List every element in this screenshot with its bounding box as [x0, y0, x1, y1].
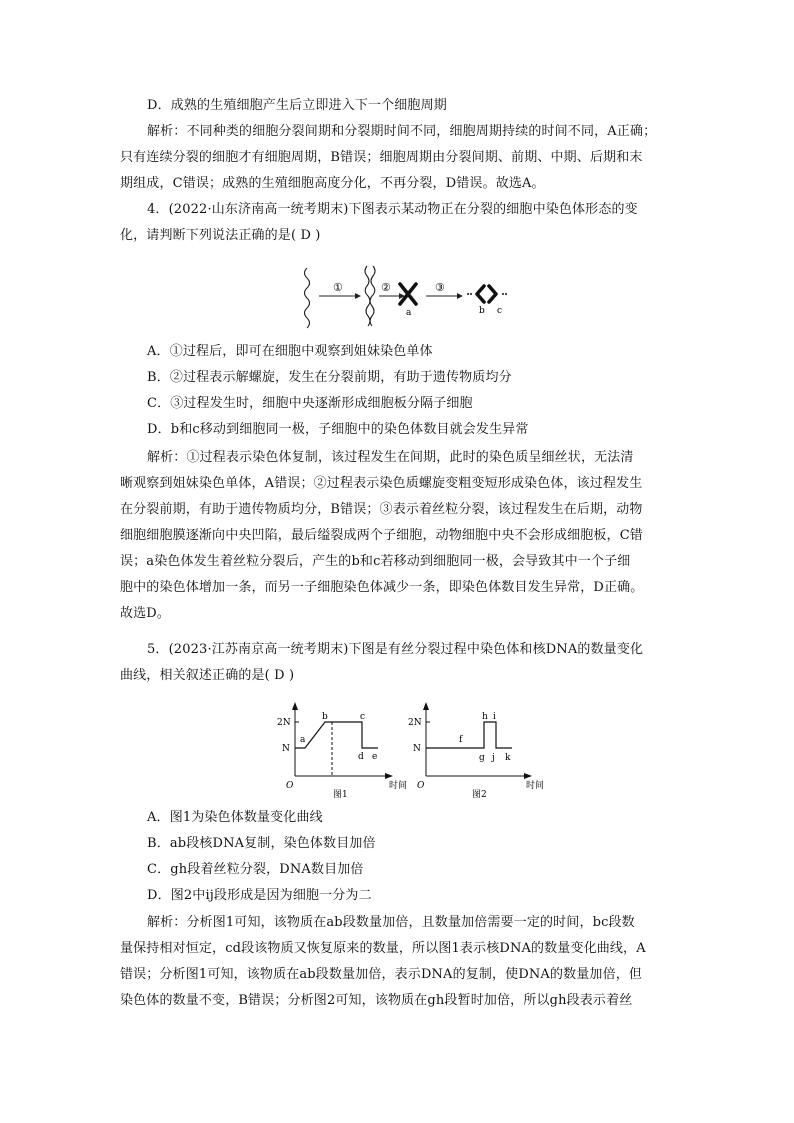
q5-option-a: A．图1为染色体数量变化曲线 [147, 810, 323, 825]
q5-analysis-line: 染色体的数量不变，B错误；分析图2可知，该物质在gh段暂时加倍，所以gh段表示着丝 [120, 993, 633, 1008]
q4-analysis-line: 晰观察到姐妹染色单体，A错误；②过程表示染色质螺旋变粗变短形成染色体，该过程发生 [120, 476, 643, 491]
fig2-point-k: k [505, 753, 511, 763]
q4-option-b: B．②过程表示解螺旋，发生在分裂前期，有助于遗传物质均分 [147, 370, 512, 385]
fig2-curve [426, 722, 512, 748]
fig2-point-f: f [459, 735, 463, 745]
q4-stem-line: 4．(2022·山东济南高一统考期末)下图表示某动物正在分裂的细胞中染色体形态的变 [147, 202, 638, 217]
chromatin-thread [305, 268, 310, 328]
fig2-x-label: 时间 [526, 781, 545, 791]
q4-stem-line: 化，请判断下列说法正确的是( D ) [120, 228, 321, 243]
q5-stem-line: 曲线，相关叙述正确的是( D ) [120, 668, 295, 683]
q4-analysis-line: 细胞细胞膜逐渐向中央凹陷，最后缢裂成两个子细胞，动物细胞中央不会形成细胞板，C错 [120, 528, 643, 543]
q4-option-c: C．③过程发生时，细胞中央逐渐形成细胞板分隔子细胞 [147, 396, 473, 411]
q5-analysis-line: 错误；分析图1可知，该物质在ab段数量加倍，表示DNA的复制，使DNA的数量加倍，但 [120, 967, 643, 982]
fig2-caption: 图2 [472, 790, 487, 800]
q4-analysis-line: 胞中的染色体增加一条，而另一子细胞染色体减少一条，即染色体数目发生异常，D正确。 [120, 580, 644, 595]
fig1-ytick-n: N [282, 744, 290, 754]
q5-stem-line: 5．(2023·江苏南京高一统考期末)下图是有丝分裂过程中染色体和核DNA的数量变化 [147, 642, 644, 657]
fig1-point-c: c [360, 712, 366, 722]
chromatid-c-label: c [497, 306, 503, 316]
fig2-point-h: h [482, 712, 488, 722]
step-2-label: ② [381, 281, 391, 294]
chromatid-c [489, 286, 496, 302]
fig1-curve [295, 722, 378, 748]
q3-option-d: D．成熟的生殖细胞产生后立即进入下一个细胞周期 [147, 98, 447, 113]
fig2-ytick-2n: 2N [408, 718, 422, 728]
chromatid-b [477, 286, 484, 302]
fig2-point-i: i [493, 712, 496, 722]
chromatid-b-label: b [479, 306, 485, 316]
q3-analysis-line: 期组成，C错误；成熟的生殖细胞高度分化，不再分裂，D错误。故选A。 [120, 176, 545, 191]
q5-option-d: D．图2中ij段形成是因为细胞一分为二 [147, 888, 372, 903]
fig1-point-b: b [322, 712, 328, 722]
fig1-point-e: e [372, 752, 378, 762]
duplicated-chromatin [365, 266, 370, 326]
fig2-point-g: g [479, 753, 485, 763]
q4-analysis-line: 故选D。 [120, 606, 171, 621]
step-3-label: ③ [435, 281, 445, 294]
q4-analysis-line: 解析：①过程表示染色体复制，该过程发生在间期，此时的染色质呈细丝状，无法清 [147, 450, 634, 465]
figure-2-chart [402, 700, 552, 800]
chromosome-a-label: a [406, 308, 412, 318]
fig1-point-d: d [358, 752, 364, 762]
q3-analysis-line: 只有连续分裂的细胞才有细胞周期，B错误；细胞周期由分裂间期、前期、中期、后期和末 [120, 150, 643, 165]
q4-analysis-line: 在分裂前期，有助于遗传物质均分，B错误；③表示着丝粒分裂，该过程发生在后期，动物 [120, 502, 643, 517]
q5-option-c: C．gh段着丝粒分裂，DNA数目加倍 [147, 862, 364, 877]
figure-1-chart [275, 700, 415, 800]
fig2-point-j: j [492, 753, 495, 763]
q5-option-b: B．ab段核DNA复制，染色体数目加倍 [147, 836, 376, 851]
q4-analysis-line: 误；a染色体发生着丝粒分裂后，产生的b和c若移动到细胞同一极，会导致其中一个子细 [120, 554, 631, 569]
fig2-origin: O [417, 781, 425, 791]
q5-analysis-line: 解析：分析图1可知，该物质在ab段数量加倍，且数量加倍需要一定的时间，bc段数 [147, 915, 635, 930]
fig1-point-a: a [300, 735, 306, 745]
fig1-x-label: 时间 [389, 781, 408, 791]
chromosome-figure [285, 262, 525, 334]
q5-analysis-line: 量保持相对恒定，cd段该物质又恢复原来的数量，所以图1表示核DNA的数量变化曲线，A [120, 941, 646, 956]
fig2-ytick-n: N [413, 744, 421, 754]
q4-option-d: D．b和c移动到细胞同一极，子细胞中的染色体数目就会发生异常 [147, 422, 529, 437]
q3-analysis-line: 解析：不同种类的细胞分裂间期和分裂期时间不同，细胞周期持续的时间不同，A正确； [147, 124, 657, 139]
fig1-caption: 图1 [333, 790, 348, 800]
chromosome-a [400, 284, 416, 304]
fig1-origin: O [286, 781, 294, 791]
q4-option-a: A．①过程后，即可在细胞中观察到姐妹染色单体 [147, 344, 433, 359]
fig1-ytick-2n: 2N [277, 718, 291, 728]
step-1-label: ① [333, 281, 343, 294]
